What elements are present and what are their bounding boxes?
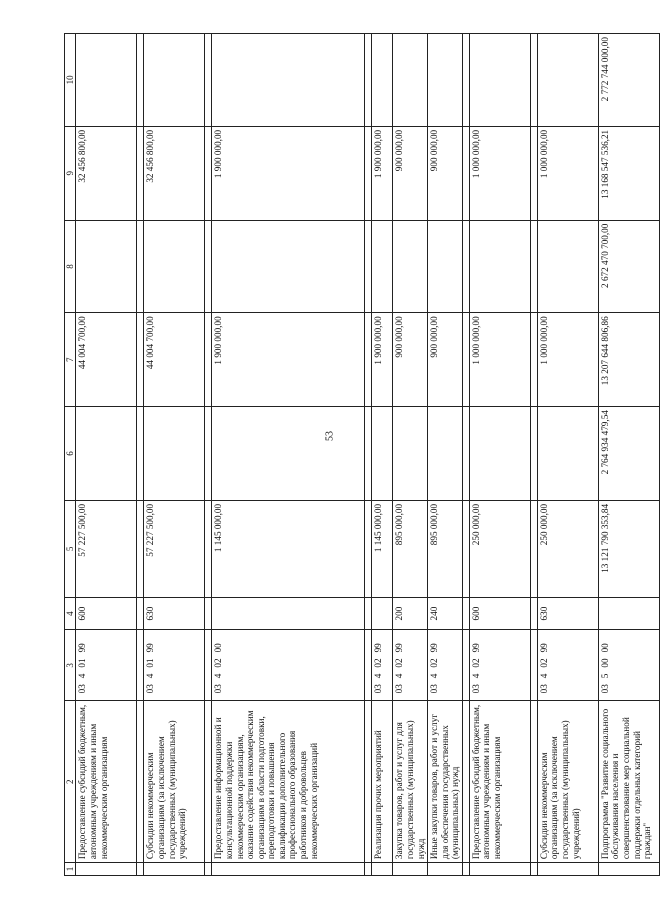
row-value-8 xyxy=(393,220,428,313)
row-name: Подпрограмма "Развитие социального обслуживания населения и совершенствование мер социальной поддержки отдельных категорий граждан" xyxy=(598,701,659,863)
row-name: Предоставление субсидий бюджетным, автономным учреждениям и иным некоммерческим организациям xyxy=(469,701,530,863)
table-row xyxy=(537,34,598,876)
col-header: 6 xyxy=(65,407,76,501)
row-value-10 xyxy=(537,34,598,127)
col-header: 10 xyxy=(65,34,76,127)
row-vr: 600 xyxy=(76,597,137,629)
table-row xyxy=(144,34,205,876)
header-row xyxy=(65,34,76,876)
table-row xyxy=(212,34,365,876)
row-name: Предоставление субсидий бюджетным, автономным учреждениям и иным некоммерческим организациям xyxy=(76,701,137,863)
row-value-6 xyxy=(428,407,463,501)
table-row xyxy=(393,34,428,876)
row-value-7: 44 004 700,00 xyxy=(144,313,205,407)
row-code: 0340299 xyxy=(393,630,428,701)
row-value-7: 1 900 000,00 xyxy=(212,313,365,407)
col-header: 5 xyxy=(65,500,76,597)
row-code: 0340299 xyxy=(469,630,530,701)
row-value-8 xyxy=(76,220,137,313)
row-value-6 xyxy=(537,407,598,501)
row-vr: 240 xyxy=(428,597,463,629)
row-vr: 630 xyxy=(144,597,205,629)
row-value-9: 1 900 000,00 xyxy=(372,126,393,220)
row-value-5: 1 145 000,00 xyxy=(212,500,365,597)
col-header: 8 xyxy=(65,220,76,313)
row-value-8 xyxy=(428,220,463,313)
row-name: Субсидии некоммерческим организациям (за исключением государственных (муниципальных) учреждений) xyxy=(537,701,598,863)
row-value-8: 2 672 470 700,00 xyxy=(598,220,659,313)
table-row xyxy=(428,34,463,876)
row-value-10 xyxy=(144,34,205,127)
table-row xyxy=(469,34,530,876)
row-value-5: 13 121 790 353,84 xyxy=(598,500,659,597)
col-header: 1 xyxy=(65,863,76,876)
row-name: Предоставление информационной и консультационной поддержки некоммерческим организациям, оказание содействия некоммерческим организациям в области подготовки, переподготовки и повышения квалификации дополнительного профессионального образования работников и добровольцев некоммерческих организаций xyxy=(212,701,365,863)
row-value-9: 900 000,00 xyxy=(393,126,428,220)
row-vr xyxy=(212,597,365,629)
row-value-7: 1 900 000,00 xyxy=(372,313,393,407)
row-value-7: 44 004 700,00 xyxy=(76,313,137,407)
row-value-9: 1 000 000,00 xyxy=(469,126,530,220)
row-value-5: 895 000,00 xyxy=(393,500,428,597)
row-name: Субсидии некоммерческим организациям (за исключением государственных (муниципальных) учреждений) xyxy=(144,701,205,863)
row-value-10 xyxy=(393,34,428,127)
row-value-6 xyxy=(469,407,530,501)
row-value-8 xyxy=(537,220,598,313)
row-value-10 xyxy=(372,34,393,127)
row-value-9: 32 456 800,00 xyxy=(76,126,137,220)
row-value-5: 250 000,00 xyxy=(469,500,530,597)
row-value-10 xyxy=(76,34,137,127)
row-value-5: 895 000,00 xyxy=(428,500,463,597)
row-vr: 600 xyxy=(469,597,530,629)
col-header: 7 xyxy=(65,313,76,407)
row-value-7: 900 000,00 xyxy=(393,313,428,407)
col-header: 9 xyxy=(65,126,76,220)
budget-table-container xyxy=(64,33,653,876)
col-header: 3 xyxy=(65,630,76,701)
row-code: 0340199 xyxy=(144,630,205,701)
page-number: 53 xyxy=(324,431,336,441)
row-code: 0340299 xyxy=(537,630,598,701)
row-value-10: 2 772 744 000,00 xyxy=(598,34,659,127)
row-value-6 xyxy=(144,407,205,501)
row-value-7: 1 000 000,00 xyxy=(537,313,598,407)
row-value-7: 13 207 644 806,86 xyxy=(598,313,659,407)
row-value-5: 57 227 500,00 xyxy=(76,500,137,597)
row-name: Иные закупки товаров, работ и услуг для обеспечения государственных (муниципальных) нужд xyxy=(428,701,463,863)
row-value-9: 900 000,00 xyxy=(428,126,463,220)
row-name: Закупка товаров, работ и услуг для государственных (муниципальных) нужд xyxy=(393,701,428,863)
row-vr: 200 xyxy=(393,597,428,629)
col-header: 4 xyxy=(65,597,76,629)
row-value-8 xyxy=(469,220,530,313)
row-value-7: 900 000,00 xyxy=(428,313,463,407)
table-row xyxy=(598,34,659,876)
row-value-8 xyxy=(212,220,365,313)
table-row xyxy=(372,34,393,876)
row-vr xyxy=(372,597,393,629)
row-value-9: 13 168 547 536,21 xyxy=(598,126,659,220)
row-value-6 xyxy=(372,407,393,501)
row-name: Реализация прочих мероприятий xyxy=(372,701,393,863)
row-value-6: 2 764 934 479,54 xyxy=(598,407,659,501)
row-value-5: 57 227 500,00 xyxy=(144,500,205,597)
row-value-7: 1 000 000,00 xyxy=(469,313,530,407)
row-value-9: 32 456 800,00 xyxy=(144,126,205,220)
row-value-6 xyxy=(393,407,428,501)
row-vr: 630 xyxy=(537,597,598,629)
row-value-9: 1 000 000,00 xyxy=(537,126,598,220)
row-value-8 xyxy=(372,220,393,313)
row-value-5: 250 000,00 xyxy=(537,500,598,597)
row-value-6 xyxy=(212,407,365,501)
row-value-10 xyxy=(212,34,365,127)
row-code: 0340199 xyxy=(76,630,137,701)
row-value-10 xyxy=(469,34,530,127)
row-value-10 xyxy=(428,34,463,127)
row-value-9: 1 900 000,00 xyxy=(212,126,365,220)
row-vr xyxy=(598,597,659,629)
row-value-8 xyxy=(144,220,205,313)
table-row xyxy=(76,34,137,876)
row-value-6 xyxy=(76,407,137,501)
row-value-5: 1 145 000,00 xyxy=(372,500,393,597)
row-code: 0340299 xyxy=(372,630,393,701)
row-code: 0350000 xyxy=(598,630,659,701)
budget-table xyxy=(64,33,660,876)
row-code: 0340299 xyxy=(428,630,463,701)
col-header: 2 xyxy=(65,701,76,863)
row-code: 0340200 xyxy=(212,630,365,701)
